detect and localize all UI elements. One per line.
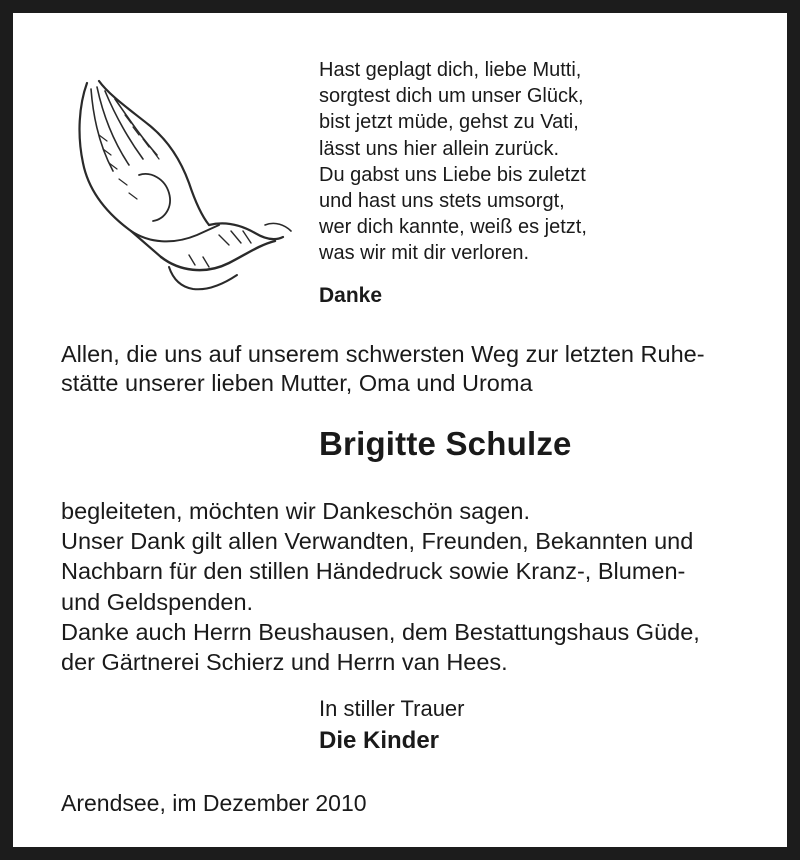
intro-paragraph: Allen, die uns auf unserem schwersten Weg zur letzten Ruhe- stätte unserer lieben Mutter, Oma und Uroma xyxy=(61,341,705,396)
poem-verse: Hast geplagt dich, liebe Mutti, sorgtest dich um unser Glück, bist jetzt müde, gehst zu Vati, lässt uns hier allein zurück. Du gabst uns Liebe bis zuletzt und hast uns stets umsorgt, wer dich kannte, weiß es jetzt, was wir mit dir verloren. xyxy=(319,59,587,265)
thanks-heading: Danke xyxy=(319,284,383,307)
closing-phrase: In stiller Trauer xyxy=(319,696,465,721)
praying-hands-icon xyxy=(69,75,299,295)
place-and-date: Arendsee, im Dezember 2010 xyxy=(61,790,367,816)
signature: Die Kinder xyxy=(319,727,440,754)
deceased-name: Brigitte Schulze xyxy=(319,425,572,462)
thanks-paragraph: begleiteten, möchten wir Dankeschön sagen. Unser Dank gilt allen Verwandten, Freunden, Bekannten und Nachbarn für den stillen Händedruck sowie Kranz-, Blumen- und Geldspenden. Danke auch Herrn Beushausen, dem Bestattungshaus Güde, der Gärtnerei Schierz und Herrn van Hees. xyxy=(61,498,700,676)
